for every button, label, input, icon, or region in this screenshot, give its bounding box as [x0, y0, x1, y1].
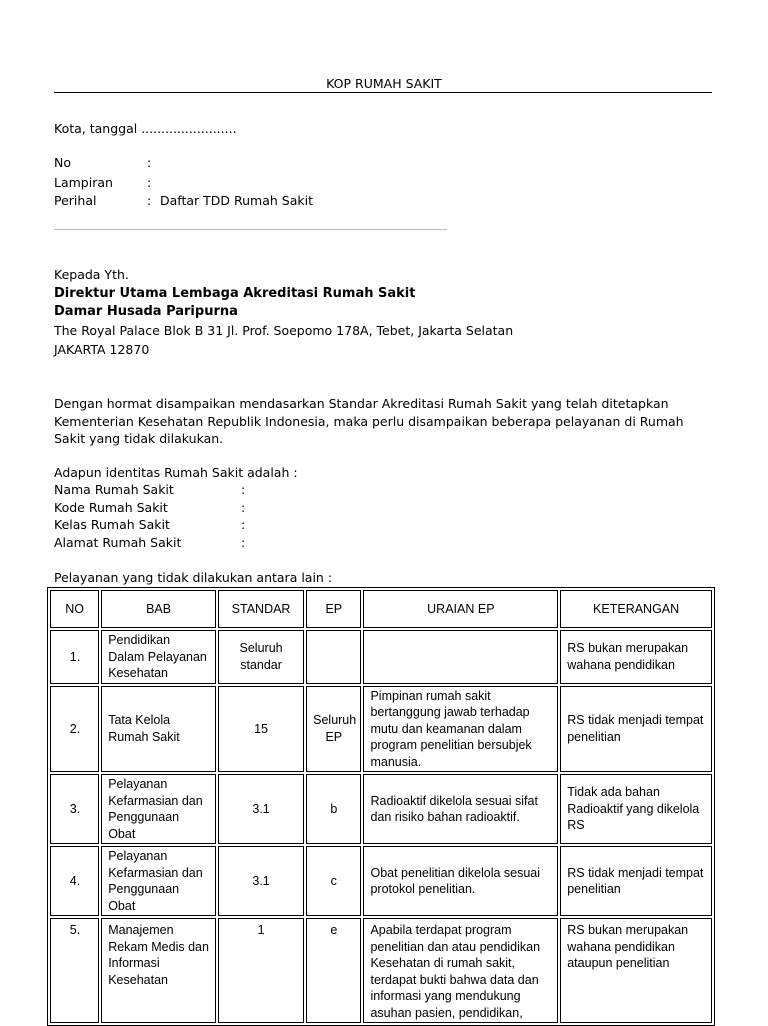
identity-name — [54, 482, 246, 497]
cell-ep: b — [306, 774, 361, 844]
cell-ep — [306, 630, 361, 684]
cell-bab: Tata Kelola Rumah Sakit — [101, 686, 216, 773]
header-standar: STANDAR — [218, 590, 304, 628]
body-paragraph: Dengan hormat disampaikan mendasarkan Standar Akreditasi Rumah Sakit yang telah ditetapkan Kementerian Kesehatan Republik Indonesia, maka perlu disampaikan beberapa pelayanan di Rumah Sakit yang tidak dilakukan. — [54, 396, 684, 446]
field-colon: : — [241, 500, 246, 515]
field-colon: : — [147, 175, 152, 190]
cell-ep: c — [306, 846, 361, 916]
header-no: NO — [50, 590, 99, 628]
identity-address — [54, 535, 246, 550]
cell-bab: Pendidikan Dalam Pelayanan Kesehatan — [101, 630, 216, 684]
recipient-line1: Direktur Utama Lembaga Akreditasi Rumah Sakit — [54, 286, 416, 301]
identity-intro: Adapun identitas Rumah Sakit adalah : — [54, 465, 298, 480]
field-colon: : — [241, 535, 246, 550]
header-uraian: URAIAN EP — [363, 590, 558, 628]
cell-keterangan: RS bukan merupakan wahana pendidikan ataupun penelitian — [560, 918, 712, 1023]
cell-no: 3. — [50, 774, 99, 844]
table-row — [50, 774, 712, 844]
cell-uraian: Obat penelitian dikelola sesuai protokol penelitian. — [363, 846, 558, 916]
services-intro: Pelayanan yang tidak dilakukan antara lain : — [54, 570, 333, 585]
meta-divider — [54, 229, 447, 230]
cell-bab: Pelayanan Kefarmasian dan Penggunaan Obat — [101, 846, 216, 916]
field-perihal — [54, 193, 313, 208]
field-lampiran — [54, 175, 152, 190]
table-row — [50, 630, 712, 684]
header-divider — [54, 92, 712, 93]
identity-code — [54, 500, 246, 515]
cell-keterangan: RS tidak menjadi tempat penelitian — [560, 686, 712, 773]
field-colon: : — [241, 517, 246, 532]
cell-keterangan: RS bukan merupakan wahana pendidikan — [560, 630, 712, 684]
services-table — [47, 587, 715, 1026]
recipient-greeting: Kepada Yth. — [54, 267, 129, 282]
cell-uraian — [363, 630, 558, 684]
cell-bab: Manajemen Rekam Medis dan Informasi Kesehatan — [101, 918, 216, 1023]
field-label: Lampiran — [54, 175, 113, 190]
cell-uraian: Radioaktif dikelola sesuai sifat dan risiko bahan radioaktif. — [363, 774, 558, 844]
cell-uraian: Pimpinan rumah sakit bertanggung jawab terhadap mutu dan keamanan dalam program penelitian bersubjek manusia. — [363, 686, 558, 773]
table-row — [50, 918, 712, 1023]
recipient-address: The Royal Palace Blok B 31 Jl. Prof. Soepomo 178A, Tebet, Jakarta Selatan — [54, 323, 514, 338]
cell-standar: 3.1 — [218, 846, 304, 916]
cell-no: 4. — [50, 846, 99, 916]
header-bab: BAB — [101, 590, 216, 628]
cell-uraian: Apabila terdapat program penelitian dan atau pendidikan Kesehatan di rumah sakit, terdapat bukti bahwa data dan informasi yang mendukung asuhan pasien, pendidikan, — [363, 918, 558, 1023]
recipient-city: JAKARTA 12870 — [54, 342, 150, 357]
table-row — [50, 686, 712, 773]
cell-bab: Pelayanan Kefarmasian dan Penggunaan Obat — [101, 774, 216, 844]
field-label: Nama Rumah Sakit — [54, 482, 174, 497]
cell-ep: Seluruh EP — [306, 686, 361, 773]
field-colon: : — [241, 482, 246, 497]
field-label: Perihal — [54, 193, 97, 208]
field-label: Kode Rumah Sakit — [54, 500, 168, 515]
cell-ep: e — [306, 918, 361, 1023]
cell-keterangan: Tidak ada bahan Radioaktif yang dikelola RS — [560, 774, 712, 844]
field-label: Kelas Rumah Sakit — [54, 517, 170, 532]
field-value: Daftar TDD Rumah Sakit — [160, 193, 313, 208]
cell-standar: 15 — [218, 686, 304, 773]
table-row — [50, 846, 712, 916]
field-colon: : — [147, 193, 152, 208]
cell-no: 1. — [50, 630, 99, 684]
cell-no: 5. — [50, 918, 99, 1023]
field-label: Alamat Rumah Sakit — [54, 535, 182, 550]
header-keterangan: KETERANGAN — [560, 590, 712, 628]
cell-standar: Seluruh standar — [218, 630, 304, 684]
field-label: No — [54, 155, 71, 170]
recipient-line2: Damar Husada Paripurna — [54, 304, 238, 319]
cell-no: 2. — [50, 686, 99, 773]
cell-standar: 1 — [218, 918, 304, 1023]
field-no — [54, 155, 152, 170]
letterhead-title: KOP RUMAH SAKIT — [326, 76, 442, 91]
cell-standar: 3.1 — [218, 774, 304, 844]
city-date: Kota, tanggal ........................ — [54, 121, 237, 136]
identity-class — [54, 517, 246, 532]
header-ep: EP — [306, 590, 361, 628]
field-colon: : — [147, 155, 152, 170]
table-header-row — [50, 590, 712, 628]
cell-keterangan: RS tidak menjadi tempat penelitian — [560, 846, 712, 916]
